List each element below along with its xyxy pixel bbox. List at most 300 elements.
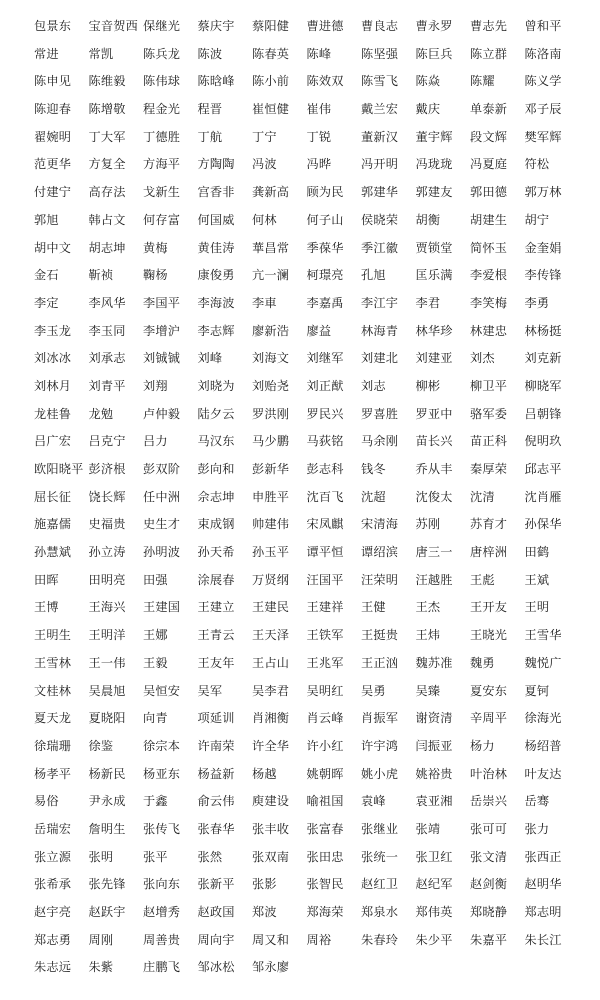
name-entry: 陈申见 [34, 74, 72, 89]
name-entry: 靳祯 [88, 268, 114, 283]
name-entry: 孔旭 [361, 268, 386, 283]
name-entry: 涂展春 [197, 572, 235, 587]
name-entry: 谭绍滨 [361, 545, 399, 560]
name-entry: 赵红卫 [361, 877, 399, 892]
name-entry: 李玉龙 [34, 323, 72, 338]
name-entry: 朱春玲 [361, 932, 399, 947]
name-entry: 王彪 [470, 572, 495, 587]
name-entry: 刘冰冰 [34, 351, 72, 366]
name-entry: 符松 [524, 157, 550, 172]
name-entry: 杨亚东 [143, 766, 181, 781]
name-entry: 许小红 [306, 738, 344, 753]
name-entry: 刘林月 [34, 378, 72, 393]
name-entry: 吴军 [197, 683, 223, 698]
name-entry: 张卫红 [415, 849, 453, 864]
name-entry: 戴兰宏 [361, 102, 399, 117]
name-entry: 廖益 [306, 323, 332, 338]
name-entry: 王明 [524, 600, 550, 615]
name-entry: 邓子辰 [524, 102, 562, 117]
name-entry: 许全华 [252, 738, 290, 753]
name-entry: 彭双阶 [143, 462, 181, 476]
name-entry: 罗喜胜 [361, 406, 399, 421]
name-entry: 曹永罗 [415, 19, 453, 33]
name-entry: 付建宁 [34, 185, 72, 200]
name-entry: 郭建友 [415, 185, 453, 200]
name-entry: 秦厚荣 [470, 462, 508, 476]
name-entry: 刘峰 [197, 351, 223, 366]
name-entry: 李江宇 [361, 295, 399, 310]
name-entry: 王挺贵 [361, 628, 399, 643]
name-entry: 刘晓为 [197, 378, 235, 393]
name-entry: 孙保华 [524, 517, 562, 532]
name-entry: 翟婉明 [34, 129, 72, 144]
name-entry: 王娜 [143, 628, 168, 643]
name-entry: 戴庆 [415, 102, 441, 117]
name-entry: 曹良志 [361, 19, 399, 33]
name-entry: 张然 [197, 849, 223, 864]
name-entry: 丁宁 [252, 129, 277, 144]
name-entry: 龚新高 [252, 185, 290, 200]
name-entry: 鞠杨 [143, 268, 168, 283]
name-entry: 简怀玉 [470, 240, 508, 255]
name-entry: 张统一 [361, 849, 399, 864]
name-entry: 肖振军 [361, 711, 399, 726]
name-entry: 张智民 [306, 877, 344, 892]
name-entry: 柯璟亮 [306, 268, 344, 283]
name-entry: 郭万林 [524, 185, 562, 200]
name-entry: 侯晓荣 [361, 212, 399, 227]
name-entry: 龙桂鲁 [34, 406, 72, 421]
name-entry: 陈巨兵 [415, 46, 453, 61]
name-entry: 范更华 [34, 157, 72, 172]
name-entry: 吕克宁 [88, 434, 126, 449]
name-entry: 常进 [34, 46, 59, 61]
name-entry: 王建民 [252, 600, 290, 615]
name-entry: 徐海光 [524, 711, 562, 726]
name-entry: 赵政国 [197, 905, 235, 919]
name-entry: 赵剑衡 [470, 877, 508, 892]
name-entry: 马荻铭 [306, 434, 344, 449]
name-entry: 张田忠 [306, 849, 344, 864]
name-entry: 罗亚中 [415, 406, 453, 421]
name-entry: 俞云伟 [197, 794, 235, 809]
name-entry: 刘建北 [361, 351, 399, 366]
name-entry: 张富春 [306, 821, 344, 836]
name-entry: 汪国平 [306, 572, 344, 587]
name-entry: 贾锁堂 [415, 240, 453, 255]
name-entry: 汪荣明 [361, 572, 399, 587]
name-entry: 帅建伟 [252, 517, 290, 532]
name-entry: 彭向和 [197, 462, 235, 476]
name-entry: 马余刚 [361, 434, 399, 449]
name-entry: 朱紫 [88, 960, 114, 975]
name-entry: 沈肖雁 [524, 489, 562, 504]
name-entry: 刘青平 [88, 378, 126, 393]
name-entry: 张先锋 [88, 877, 126, 892]
name-entry: 陈立群 [470, 46, 508, 61]
name-entry: 冯夏庭 [470, 157, 508, 172]
name-entry: 张新平 [197, 877, 235, 892]
name-entry: 闫振亚 [415, 738, 453, 753]
name-entry: 沈百飞 [306, 489, 344, 504]
name-entry: 陈焱 [415, 74, 441, 89]
name-entry: 马少鹏 [252, 434, 290, 449]
name-entry: 刘杰 [470, 351, 495, 366]
name-entry: 郑志明 [524, 905, 562, 919]
name-entry: 张希承 [34, 877, 72, 892]
name-entry: 申胜平 [252, 489, 290, 504]
name-entry: 刘继军 [306, 351, 344, 366]
name-entry: 方海平 [143, 157, 181, 172]
name-entry: 郭旭 [34, 212, 59, 227]
name-entry: 林海青 [361, 323, 399, 338]
name-entry: 董宇辉 [415, 129, 453, 144]
name-entry: 刘贻尧 [252, 378, 290, 393]
name-entry: 赵明华 [524, 877, 562, 892]
name-entry: 程金光 [143, 102, 181, 117]
name-entry: 周刚 [88, 932, 114, 947]
name-entry: 徐鉴 [88, 738, 114, 753]
name-entry: 钱冬 [361, 462, 386, 476]
name-entry: 王建国 [143, 600, 181, 615]
name-entry: 李风华 [88, 295, 126, 310]
name-entry: 王一伟 [88, 655, 126, 670]
name-entry: 陈兵龙 [143, 46, 181, 61]
name-entry: 万贤纲 [252, 572, 290, 587]
name-entry: 孙玉平 [252, 545, 290, 560]
name-entry: 刘承志 [88, 351, 126, 366]
name-entry: 施嘉儒 [34, 517, 72, 532]
name-entry: 庾建设 [252, 794, 290, 809]
name-entry: 丁航 [197, 129, 223, 144]
name-entry: 龙勉 [88, 406, 114, 421]
name-entry: 韩占文 [88, 212, 126, 227]
name-entry: 谭平恒 [306, 545, 344, 560]
name-entry: 吴勇 [361, 683, 386, 698]
name-entry: 束成钢 [197, 517, 235, 532]
name-entry: 金石 [34, 268, 59, 283]
name-entry: 徐宗本 [143, 738, 181, 753]
name-entry: 黄梅 [143, 240, 168, 255]
name-entry: 保继光 [143, 19, 181, 33]
name-entry: 胡衡 [415, 212, 441, 227]
name-entry: 邱志平 [524, 462, 562, 476]
name-entry: 詹明生 [88, 821, 126, 836]
name-entry: 陈小前 [252, 74, 290, 89]
name-entry: 田鹤 [524, 545, 550, 560]
name-entry: 朱长江 [524, 932, 562, 947]
name-entry: 袁亚湘 [415, 794, 453, 809]
name-entry: 郑晓静 [470, 905, 508, 919]
name-entry: 张文清 [470, 849, 508, 864]
name-entry: 冯波 [252, 157, 277, 172]
name-entry: 易俗 [34, 794, 59, 809]
name-entry: 邹永廖 [252, 960, 290, 975]
name-entry: 吴明红 [306, 683, 344, 698]
name-entry: 李玉同 [88, 323, 126, 338]
name-entry: 丁大军 [88, 129, 126, 144]
name-entry: 金奎娟 [524, 240, 562, 255]
name-entry: 吕广宏 [34, 434, 72, 449]
name-entry: 沈清 [470, 489, 495, 504]
name-entry: 唐梓洲 [470, 545, 508, 560]
name-entry: 尹永成 [88, 794, 126, 809]
name-entry: 董新汉 [361, 129, 399, 144]
name-entry: 杨绍普 [524, 738, 562, 753]
name-entry: 李国平 [143, 295, 181, 310]
name-entry: 胡志坤 [88, 240, 126, 255]
name-entry: 夏钶 [524, 683, 550, 698]
name-entry: 史福贵 [88, 517, 126, 532]
name-entry: 季葆华 [306, 240, 344, 255]
name-entry: 魏勇 [470, 655, 495, 670]
name-entry: 许南荣 [197, 738, 235, 753]
name-entry: 何存富 [143, 212, 181, 227]
name-entry: 郭田德 [470, 185, 508, 200]
name-entry: 马汉东 [197, 434, 235, 449]
name-entry: 任中洲 [143, 489, 181, 504]
name-entry: 杨益新 [197, 766, 235, 781]
name-entry: 顾为民 [306, 185, 344, 200]
name-entry: 柳彬 [415, 378, 441, 393]
name-entry: 林建忠 [470, 323, 508, 338]
name-entry: 李君 [415, 295, 441, 310]
name-entry: 郑波 [252, 905, 277, 919]
name-entry: 陆夕云 [197, 406, 235, 421]
name-entry: 陈伟球 [143, 74, 181, 89]
name-entry: 王天泽 [252, 628, 290, 643]
name-entry: 张丰收 [252, 821, 290, 836]
name-entry: 胡建生 [470, 212, 508, 227]
name-entry: 文桂林 [34, 683, 72, 698]
name-entry: 常凯 [88, 46, 114, 61]
name-entry: 王海兴 [88, 600, 126, 615]
name-entry: 段文辉 [470, 129, 508, 144]
name-entry: 陈雪飞 [361, 74, 399, 89]
name-entry: 李增沪 [143, 323, 181, 338]
name-entry: 曹志先 [470, 19, 508, 33]
name-entry: 吕朝锋 [524, 406, 562, 421]
name-entry: 郑伟英 [415, 905, 453, 919]
name-entry: 夏安东 [470, 683, 508, 698]
name-entry: 史生才 [143, 517, 181, 532]
name-entry: 汪越胜 [415, 572, 453, 587]
name-entry: 于鑫 [143, 794, 168, 809]
name-entry: 亢一澜 [252, 268, 290, 283]
name-entry: 叶友达 [524, 766, 562, 781]
name-entry: 欧阳晓平 [34, 462, 84, 476]
name-entry: 康俊勇 [197, 268, 235, 283]
name-entry: 张传飞 [143, 821, 181, 836]
name-entry: 陈洛南 [524, 46, 562, 61]
name-entry: 庄鹏飞 [143, 960, 181, 975]
name-entry: 王斌 [524, 572, 550, 587]
name-entry: 華昌常 [252, 240, 290, 255]
name-entry: 张可可 [470, 821, 508, 836]
name-entry: 许宇鸿 [361, 738, 399, 753]
name-entry: 戈新生 [143, 185, 181, 200]
name-entry: 吴臻 [415, 683, 441, 698]
name-entry: 朱嘉平 [470, 932, 508, 947]
name-entry: 蔡阳健 [252, 19, 290, 33]
name-entry: 向青 [143, 711, 168, 726]
name-entry: 谢资清 [415, 711, 453, 726]
name-entry: 魏悦广 [524, 655, 562, 670]
name-entry: 辛周平 [470, 711, 508, 726]
name-entry: 王明生 [34, 628, 72, 643]
name-entry: 周又和 [252, 932, 290, 947]
name-entry: 曾和平 [524, 19, 562, 33]
name-entry: 朱少平 [415, 932, 453, 947]
name-entry: 王晓光 [470, 628, 508, 643]
name-entry: 吴晨旭 [88, 683, 126, 698]
name-entry: 田强 [143, 572, 168, 587]
name-entry: 王铁军 [306, 628, 344, 643]
name-entry: 赵宇亮 [34, 905, 72, 919]
name-entry: 倪明玖 [524, 434, 562, 449]
name-entry: 王开友 [470, 600, 508, 615]
name-entry: 肖云峰 [306, 711, 344, 726]
name-entry: 廖新浩 [252, 323, 290, 338]
name-entry: 方复全 [88, 157, 126, 172]
name-entry: 陈维毅 [88, 74, 126, 89]
name-entry: 李勇 [524, 295, 550, 310]
name-entry: 王雪林 [34, 655, 72, 670]
name-entry: 林杨挺 [524, 323, 562, 338]
name-entry: 冯开明 [361, 157, 399, 172]
name-entry: 周向宇 [197, 932, 235, 947]
names-grid [34, 13, 594, 982]
name-entry: 宝音贺西 [88, 19, 139, 33]
name-entry: 叶治林 [470, 766, 508, 781]
name-entry: 陈耀 [470, 74, 495, 89]
name-entry: 程晋 [197, 102, 223, 117]
name-entry: 王毅 [143, 655, 168, 670]
name-entry: 周善贵 [143, 932, 181, 947]
name-entry: 陈晗峰 [197, 74, 235, 89]
name-entry: 冯珑珑 [415, 157, 453, 172]
name-entry: 张向东 [143, 877, 181, 892]
name-entry: 王杰 [415, 600, 441, 615]
name-entry: 张靖 [415, 821, 441, 836]
name-entry: 唐三一 [415, 545, 453, 560]
name-entry: 魏苏准 [415, 655, 453, 670]
name-entry: 赵增秀 [143, 905, 181, 919]
name-entry: 刘正猷 [306, 378, 344, 393]
name-entry: 陈春英 [252, 46, 290, 61]
name-entry: 吴恒安 [143, 683, 181, 698]
name-entry: 李車 [252, 295, 277, 310]
name-entry: 王青云 [197, 628, 235, 643]
name-entry: 王正汹 [361, 655, 399, 670]
name-entry: 姚裕贵 [415, 766, 453, 781]
name-entry: 宋清海 [361, 517, 399, 532]
name-entry: 张继业 [361, 821, 399, 836]
name-entry: 姚小虎 [361, 766, 399, 781]
name-entry: 饶长辉 [88, 489, 126, 504]
name-entry: 高存法 [88, 185, 126, 200]
name-entry: 项延训 [197, 711, 235, 726]
name-entry: 王明洋 [88, 628, 126, 643]
name-entry: 王友年 [197, 655, 235, 670]
name-entry: 王雪华 [524, 628, 562, 643]
name-entry: 屈长征 [34, 489, 72, 504]
name-entry: 张力 [524, 821, 550, 836]
name-entry: 张西正 [524, 849, 562, 864]
name-entry: 郑泉水 [361, 905, 399, 919]
name-entry: 陈效双 [306, 74, 344, 89]
name-entry: 包景东 [34, 19, 72, 33]
name-entry: 彭志科 [306, 462, 344, 476]
name-entry: 赵跃宇 [88, 905, 126, 919]
name-entry: 夏天龙 [34, 711, 72, 726]
name-entry: 黄佳涛 [197, 240, 235, 255]
name-entry: 胡宁 [524, 212, 550, 227]
name-entry: 刘海文 [252, 351, 290, 366]
name-entry: 何国威 [197, 212, 235, 227]
name-entry: 苏刚 [415, 517, 441, 532]
name-entry: 岳瑞宏 [34, 821, 72, 836]
name-entry: 张双南 [252, 849, 290, 864]
name-entry: 佘志坤 [197, 489, 235, 504]
name-entry: 崔伟 [306, 102, 332, 117]
name-entry: 刘志 [361, 378, 386, 393]
name-entry: 朱志远 [34, 960, 72, 975]
name-entry: 张春华 [197, 821, 235, 836]
name-entry: 王博 [34, 600, 59, 615]
name-entry: 刘克新 [524, 351, 562, 366]
name-entry: 孙明波 [143, 545, 181, 560]
name-entry: 李传锋 [524, 268, 562, 283]
name-entry: 何子山 [306, 212, 344, 227]
name-entry: 陈峰 [306, 46, 332, 61]
name-entry: 罗民兴 [306, 406, 344, 421]
name-entry: 夏晓阳 [88, 711, 126, 726]
name-entry: 王建祥 [306, 600, 344, 615]
name-entry: 李嘉禹 [306, 295, 344, 310]
name-entry: 樊军辉 [524, 129, 562, 144]
name-entry: 张影 [252, 877, 277, 892]
name-entry: 苗长兴 [415, 434, 453, 449]
name-entry: 喻祖国 [306, 794, 344, 809]
name-entry: 王建立 [197, 600, 235, 615]
name-entry: 胡中文 [34, 240, 72, 255]
name-entry: 陈迎春 [34, 102, 72, 117]
name-entry: 刘翔 [143, 378, 168, 393]
name-entry: 王占山 [252, 655, 290, 670]
name-entry: 蔡庆宇 [197, 19, 235, 33]
name-entry: 孙慧斌 [34, 545, 72, 560]
name-entry: 李定 [34, 295, 59, 310]
name-entry: 周裕 [306, 932, 332, 947]
name-entry: 刘建亚 [415, 351, 453, 366]
name-entry: 吴李君 [252, 683, 290, 698]
name-entry: 单泰新 [470, 102, 508, 117]
name-entry: 徐瑞珊 [34, 738, 72, 753]
name-entry: 卢仲毅 [143, 406, 181, 421]
name-entry: 邹冰松 [197, 960, 235, 975]
name-entry: 田明亮 [88, 572, 126, 587]
name-entry: 王兆军 [306, 655, 344, 670]
name-entry: 吕力 [143, 434, 168, 449]
name-entry: 宫香非 [197, 185, 235, 200]
name-entry: 彭济根 [88, 462, 126, 476]
name-entry: 杨力 [470, 738, 495, 753]
name-entry: 张立源 [34, 849, 72, 864]
name-entry: 曹进德 [306, 19, 344, 33]
name-entry: 陈坚强 [361, 46, 399, 61]
name-entry: 冯晔 [306, 157, 332, 172]
